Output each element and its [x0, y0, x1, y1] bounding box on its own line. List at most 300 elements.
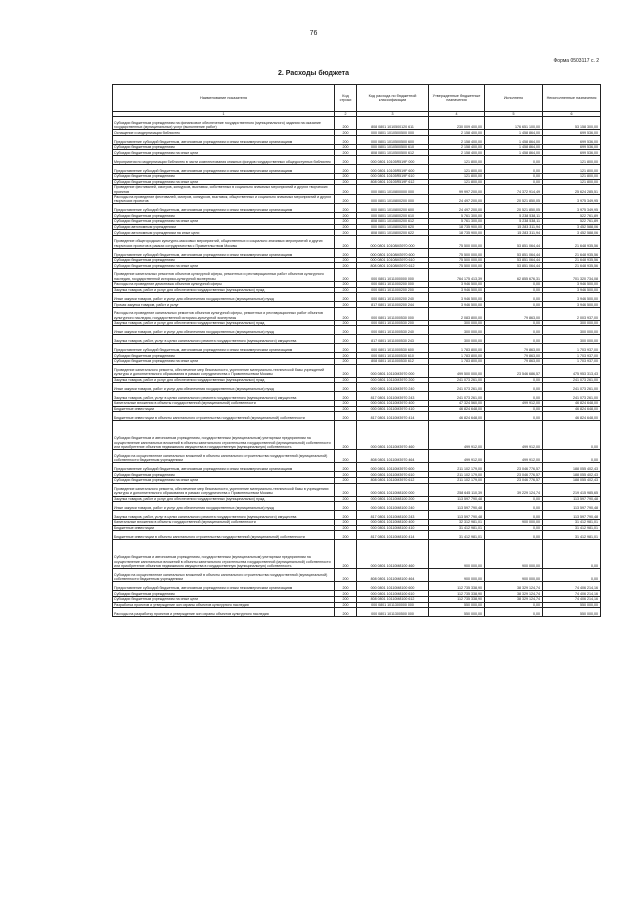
row-executed: 499 912,00	[485, 401, 543, 407]
row-code: 200	[335, 463, 357, 472]
table-row	[113, 582, 601, 591]
row-approved: 46 824 648,00	[429, 412, 485, 421]
row-classification: 000 0801 10110М8100 240	[357, 502, 429, 511]
row-code: 200	[335, 335, 357, 344]
row-approved: 75 500 000,00	[429, 263, 485, 269]
row-approved: 3 946 500,00	[429, 282, 485, 288]
row-executed: 79 863,00	[485, 353, 543, 359]
row-unexecuted: 300 000,00	[543, 326, 601, 335]
row-name: Субсидии бюджетным учреждениям на иные цели	[113, 263, 335, 269]
column-number: 2	[335, 112, 357, 117]
row-executed: 0,00	[485, 302, 543, 308]
row-code: 200	[335, 185, 357, 195]
table-row	[113, 194, 601, 204]
row-executed: 23 046 776,57	[485, 463, 543, 472]
row-unexecuted: 74 406 214,16	[543, 582, 601, 591]
row-executed: 0,00	[485, 608, 543, 617]
row-classification: 808 0801 10108М3970 612	[357, 263, 429, 269]
row-executed: 38 329 124,74	[485, 591, 543, 597]
row-executed: 0,00	[485, 496, 543, 502]
table-row	[113, 364, 601, 377]
table-row	[113, 204, 601, 213]
row-unexecuted: 701 320 734,08	[543, 269, 601, 282]
row-approved: 31 412 981,01	[429, 531, 485, 540]
row-approved: 121 800,00	[429, 165, 485, 174]
row-name: Субсидии бюджетным учреждениям на иные цели	[113, 596, 335, 602]
row-name: Иные закупки товаров, работ и услуг для обеспечения государственных (муниципальных) нужд	[113, 293, 335, 302]
row-unexecuted: 188 055 402,43	[543, 477, 601, 483]
row-classification: 808 0801 1010800200 622	[357, 230, 429, 236]
row-code: 200	[335, 194, 357, 204]
row-approved: 300 000,00	[429, 320, 485, 326]
row-code: 200	[335, 204, 357, 213]
row-name: Капитальные вложения в объекты государственной (муниципальной) собственности	[113, 401, 335, 407]
row-executed: 0,00	[485, 377, 543, 383]
row-classification: 817 0801 10110М8100 243	[357, 511, 429, 520]
row-classification: 000 0801 1011000200 240	[357, 293, 429, 302]
row-name: Закупка товаров, работ, услуг в целях капитального ремонта государственного (муниципального) имущества	[113, 392, 335, 401]
table-row	[113, 269, 601, 282]
row-code: 200	[335, 608, 357, 617]
row-approved: 99 997 200,00	[429, 185, 485, 195]
row-approved: 499 500 000,00	[429, 364, 485, 377]
row-code: 200	[335, 165, 357, 174]
row-unexecuted: 46 824 648,00	[543, 406, 601, 412]
row-code: 200	[335, 450, 357, 463]
row-code: 200	[335, 502, 357, 511]
row-executed: 20 521 850,05	[485, 194, 543, 204]
row-approved: 1 783 800,00	[429, 344, 485, 353]
row-code: 200	[335, 224, 357, 230]
row-name: Закупка товаров, работ, услуг в целях капитального ремонта государственного (муниципального) имущества	[113, 511, 335, 520]
row-approved: 900 000,00	[429, 569, 485, 582]
row-name: Предоставление субсидий бюджетным, автономным учреждениям и иным некоммерческим организациям	[113, 582, 335, 591]
column-number: 5	[485, 112, 543, 117]
row-classification: 000 0801 1011000530 600	[357, 344, 429, 353]
row-approved: 113 597 790,48	[429, 511, 485, 520]
row-executed: 0,00	[485, 293, 543, 302]
row-name: Бюджетные инвестиции	[113, 406, 335, 412]
row-executed: 0,00	[485, 511, 543, 520]
row-code: 200	[335, 230, 357, 236]
row-approved: 900 000,00	[429, 540, 485, 569]
row-classification: 000 0801 10110М3970 400	[357, 401, 429, 407]
row-approved: 241 073 261,00	[429, 383, 485, 392]
row-executed: 15 283 311,94	[485, 224, 543, 230]
row-classification: 000 0801 1011000200 000	[357, 282, 429, 288]
row-classification: 000 0801 10110М8100 460	[357, 540, 429, 569]
row-executed: 15 283 311,94	[485, 230, 543, 236]
row-unexecuted: 300 000,00	[543, 335, 601, 344]
row-approved: 121 800,00	[429, 174, 485, 180]
row-name: Субсидии автономным учреждениям на иные цели	[113, 230, 335, 236]
row-approved: 764 175 413,39	[429, 269, 485, 282]
row-code: 200	[335, 248, 357, 257]
row-classification: 000 0801 1010800000 000	[357, 185, 429, 195]
row-unexecuted: 241 073 261,00	[543, 392, 601, 401]
row-classification: 000 0801 10105R519F 610	[357, 174, 429, 180]
column-number: 3	[357, 112, 429, 117]
row-classification: 000 0801 1010800200 610	[357, 213, 429, 219]
row-executed: 23 046 776,57	[485, 477, 543, 483]
row-code: 200	[335, 326, 357, 335]
row-classification: 000 0801 10110М3970 240	[357, 383, 429, 392]
row-approved: 499 912,00	[429, 421, 485, 450]
row-executed: 0,00	[485, 602, 543, 608]
row-code: 200	[335, 269, 357, 282]
row-approved: 18 735 900,00	[429, 224, 485, 230]
row-executed: 79 863,00	[485, 307, 543, 320]
table-row	[113, 185, 601, 195]
row-code: 200	[335, 392, 357, 401]
row-classification: 000 0801 1010500500 600	[357, 135, 429, 144]
row-name: Субсидии бюджетным учреждениям на иные цели	[113, 179, 335, 185]
row-name: Субсидии бюджетным учреждениям	[113, 591, 335, 597]
table-row	[113, 248, 601, 257]
table-row	[113, 483, 601, 496]
row-unexecuted: 0,00	[543, 540, 601, 569]
row-classification: 817 0801 10110М3970 414	[357, 412, 429, 421]
row-code: 200	[335, 320, 357, 326]
row-approved: 1 783 800,00	[429, 358, 485, 364]
row-approved: 211 102 179,00	[429, 472, 485, 478]
row-name: Бюджетные инвестиции в объекты капитального строительства государственной (муниципальной) собственности	[113, 412, 335, 421]
row-approved: 112 735 338,90	[429, 596, 485, 602]
row-unexecuted: 219 415 985,65	[543, 483, 601, 496]
row-code: 200	[335, 472, 357, 478]
row-name: Бюджетные инвестиции в объекты капитального строительства государственной (муниципальной) собственности	[113, 531, 335, 540]
row-approved: 2 158 400,00	[429, 130, 485, 136]
row-executed: 5 238 538,11	[485, 219, 543, 225]
row-approved: 24 497 200,00	[429, 194, 485, 204]
row-executed: 0,00	[485, 392, 543, 401]
row-code: 200	[335, 511, 357, 520]
row-approved: 2 083 800,00	[429, 307, 485, 320]
row-classification: 000 0801 10110М3970 600	[357, 463, 429, 472]
row-executed: 5 238 538,11	[485, 213, 543, 219]
row-name: Предоставление субсидий бюджетным, автономным учреждениям и иным некоммерческим организациям	[113, 248, 335, 257]
row-code: 200	[335, 117, 357, 130]
row-unexecuted: 699 536,00	[543, 150, 601, 156]
row-executed: 900 000,00	[485, 540, 543, 569]
row-name: Проведение капитального ремонта, обеспечение мер безопасности, укрепление материально-технической базы учреждений культуры и дополнительного образования в рамках сотрудничества с Правительством Москвы	[113, 364, 335, 377]
row-code: 200	[335, 525, 357, 531]
row-classification: 000 0801 1011300500 000	[357, 608, 429, 617]
row-classification: 000 0801 10110М8100 410	[357, 525, 429, 531]
row-classification: 000 0801 1011000200 200	[357, 287, 429, 293]
row-name: Субсидии бюджетным учреждениям на иные цели	[113, 477, 335, 483]
row-name: Расходы на проведение демонтажа объектов культурной сферы	[113, 282, 335, 288]
row-classification: 000 0801 10110М3970 460	[357, 421, 429, 450]
row-classification: 000 0801 1010500500 000	[357, 130, 429, 136]
row-executed: 0,00	[485, 287, 543, 293]
row-executed: 79 863,00	[485, 344, 543, 353]
row-approved: 5 761 300,00	[429, 213, 485, 219]
row-name: Закупка товаров, работ и услуг для обеспечения государственных (муниципальных) нужд	[113, 287, 335, 293]
row-name: Иные закупки товаров, работ и услуг для обеспечения государственных (муниципальных) нужд	[113, 383, 335, 392]
row-name: Бюджетные инвестиции	[113, 525, 335, 531]
row-unexecuted: 699 536,00	[543, 135, 601, 144]
row-approved: 550 000,00	[429, 608, 485, 617]
row-unexecuted: 121 800,00	[543, 179, 601, 185]
row-approved: 24 497 200,00	[429, 204, 485, 213]
row-unexecuted: 2 003 937,00	[543, 307, 601, 320]
table-row	[113, 608, 601, 617]
column-number: 6	[543, 112, 601, 117]
row-classification: 000 0801 10110М8100 400	[357, 520, 429, 526]
row-executed: 0,00	[485, 335, 543, 344]
row-executed: 900 000,00	[485, 569, 543, 582]
row-approved: 2 158 400,00	[429, 135, 485, 144]
row-code: 200	[335, 307, 357, 320]
row-unexecuted: 53 158 300,00	[543, 117, 601, 130]
row-code: 200	[335, 293, 357, 302]
table-row	[113, 463, 601, 472]
row-executed: 499 912,00	[485, 450, 543, 463]
row-approved: 31 412 981,01	[429, 525, 485, 531]
row-unexecuted: 188 055 402,43	[543, 463, 601, 472]
row-code: 200	[335, 257, 357, 263]
form-reference: Форма 0503117 с. 2	[553, 58, 599, 64]
table-row	[113, 392, 601, 401]
row-classification: 000 0801 10110М3970 410	[357, 406, 429, 412]
table-row	[113, 540, 601, 569]
row-unexecuted: 699 536,00	[543, 130, 601, 136]
row-unexecuted: 550 000,00	[543, 602, 601, 608]
row-unexecuted: 121 800,00	[543, 174, 601, 180]
row-classification: 808 0801 1010800200 612	[357, 219, 429, 225]
row-code: 200	[335, 174, 357, 180]
table-row	[113, 156, 601, 165]
row-unexecuted: 3 946 500,00	[543, 282, 601, 288]
row-approved: 499 912,00	[429, 450, 485, 463]
row-executed: 0,00	[485, 174, 543, 180]
row-classification: 000 0801 1010500500 610	[357, 144, 429, 150]
row-unexecuted: 121 800,00	[543, 156, 601, 165]
row-name: Расходы на проведение фестивалей, смотров, конкурсов, выставок, общественных и социально значимых мероприятий и других творческих проектов	[113, 194, 335, 204]
row-name: Субсидии бюджетным учреждениям	[113, 472, 335, 478]
row-unexecuted: 475 953 313,43	[543, 364, 601, 377]
row-classification: 000 0801 10105R519F 000	[357, 156, 429, 165]
row-name: Оснащение и модернизация библиотек	[113, 130, 335, 136]
row-name: Мероприятия по модернизации библиотек в части комплектования книжных фондов государственных общедоступных библиотек	[113, 156, 335, 165]
row-executed: 53 851 064,44	[485, 248, 543, 257]
table-row	[113, 502, 601, 511]
row-executed: 53 851 064,44	[485, 257, 543, 263]
row-unexecuted: 522 761,89	[543, 213, 601, 219]
row-executed: 38 329 124,74	[485, 596, 543, 602]
row-classification: 000 0801 10110М8100 600	[357, 582, 429, 591]
row-name: Закупка товаров, работ и услуг для обеспечения государственных (муниципальных) нужд	[113, 496, 335, 502]
row-unexecuted: 21 648 935,56	[543, 257, 601, 263]
row-approved: 258 645 110,39	[429, 483, 485, 496]
row-code: 200	[335, 496, 357, 502]
row-code: 200	[335, 156, 357, 165]
row-unexecuted: 3 975 349,95	[543, 204, 601, 213]
table-row	[113, 335, 601, 344]
row-unexecuted: 3 946 500,00	[543, 302, 601, 308]
row-code: 200	[335, 540, 357, 569]
row-code: 200	[335, 421, 357, 450]
row-executed: 53 851 064,44	[485, 263, 543, 269]
row-executed: 38 329 124,74	[485, 582, 543, 591]
row-code: 200	[335, 602, 357, 608]
row-name: Предоставление субсидий бюджетным, автономным учреждениям и иным некоммерческим организациям	[113, 135, 335, 144]
row-code: 200	[335, 406, 357, 412]
row-classification: 808 0801 10110М8100 612	[357, 596, 429, 602]
column-number: 4	[429, 112, 485, 117]
row-name: Субсидии бюджетным и автономным учреждениям, государственным (муниципальным) унитарным предприятиям на осуществление капитальных вложений в объекты капитального строительства государственной (муниципальной) собственности или приобретение объектов недвижимого имущества в государственную (муниципальную) собственность	[113, 421, 335, 450]
row-approved: 32 312 981,01	[429, 520, 485, 526]
row-classification: 808 0801 10110М3970 464	[357, 450, 429, 463]
row-approved: 75 500 000,00	[429, 257, 485, 263]
expenses-table	[112, 84, 601, 617]
table-body	[113, 112, 601, 617]
table-row	[113, 383, 601, 392]
row-classification: 000 0801 1011000530 200	[357, 320, 429, 326]
row-name: Субсидии бюджетным учреждениям на иные цели	[113, 358, 335, 364]
row-unexecuted: 113 597 790,48	[543, 496, 601, 502]
row-approved: 230 009 400,00	[429, 117, 485, 130]
row-approved: 211 102 179,00	[429, 477, 485, 483]
row-name: Субсидии бюджетным учреждениям на иные цели	[113, 219, 335, 225]
row-classification: 808 0801 10105R519F 612	[357, 179, 429, 185]
row-unexecuted: 0,00	[543, 421, 601, 450]
table-row	[113, 293, 601, 302]
row-unexecuted: 3 946 500,00	[543, 287, 601, 293]
row-unexecuted: 21 648 935,56	[543, 248, 601, 257]
row-unexecuted: 113 597 790,48	[543, 502, 601, 511]
row-classification: 000 0801 1011000000 000	[357, 269, 429, 282]
row-classification: 808 0801 10110М3970 612	[357, 477, 429, 483]
row-code: 200	[335, 135, 357, 144]
row-executed: 900 000,00	[485, 520, 543, 526]
row-classification: 000 0801 10110М3970 000	[357, 364, 429, 377]
header-name: Наименование показателя	[113, 85, 335, 112]
row-name: Проведение капитальных ремонтов объектов культурной сферы, ремонтных и реставрационных работ объектов культурного наследия, государственной историко-культурной экспертизы	[113, 269, 335, 282]
row-name: Предоставление субсидий бюджетным, автономным учреждениям и иным некоммерческим организациям	[113, 344, 335, 353]
column-number: 1	[113, 112, 335, 117]
table-row	[113, 531, 601, 540]
row-executed: 74 372 914,49	[485, 185, 543, 195]
row-approved: 112 735 338,90	[429, 591, 485, 597]
row-executed: 0,00	[485, 406, 543, 412]
row-approved: 5 761 300,00	[429, 219, 485, 225]
row-unexecuted: 0,00	[543, 450, 601, 463]
row-name: Расходы на разработку проектов и утверждение зон охраны объектов культурного наследия	[113, 608, 335, 617]
row-classification: 000 0801 1011000530 610	[357, 353, 429, 359]
table-row	[113, 344, 601, 353]
row-classification: 817 0801 1011000530 243	[357, 335, 429, 344]
row-code: 200	[335, 477, 357, 483]
table-row	[113, 450, 601, 463]
row-approved: 47 324 560,00	[429, 401, 485, 407]
row-executed: 1 458 864,00	[485, 144, 543, 150]
row-unexecuted: 74 406 214,16	[543, 591, 601, 597]
table-row	[113, 117, 601, 130]
row-executed: 0,00	[485, 525, 543, 531]
row-classification: 000 0801 1010800200 000	[357, 194, 429, 204]
row-approved: 112 735 338,90	[429, 582, 485, 591]
row-approved: 241 073 261,00	[429, 392, 485, 401]
row-classification: 000 0801 10108М3970 600	[357, 248, 429, 257]
row-code: 200	[335, 412, 357, 421]
row-approved: 121 800,00	[429, 179, 485, 185]
row-executed: 176 651 100,00	[485, 117, 543, 130]
row-name: Субсидии бюджетным учреждениям на финансовое обеспечение государственного (муниципального) задания на оказание государственных (муниципальных) услуг (выполнение работ)	[113, 117, 335, 130]
row-name: Прочая закупка товаров, работ и услуг	[113, 302, 335, 308]
section-title: 2. Расходы бюджета	[278, 70, 349, 77]
row-code: 200	[335, 596, 357, 602]
row-executed: 1 458 864,00	[485, 150, 543, 156]
row-approved: 2 158 400,00	[429, 150, 485, 156]
row-approved: 121 800,00	[429, 156, 485, 165]
row-name: Иные закупки товаров, работ и услуг для обеспечения государственных (муниципальных) нужд	[113, 502, 335, 511]
row-executed: 499 912,00	[485, 421, 543, 450]
row-executed: 39 229 124,74	[485, 483, 543, 496]
row-executed: 23 546 686,57	[485, 364, 543, 377]
row-name: Закупка товаров, работ, услуг в целях капитального ремонта государственного (муниципального) имущества	[113, 335, 335, 344]
row-name: Субсидии бюджетным учреждениям	[113, 353, 335, 359]
row-classification: 000 0801 1010800200 600	[357, 204, 429, 213]
row-unexecuted: 46 824 648,00	[543, 412, 601, 421]
row-approved: 113 597 790,48	[429, 502, 485, 511]
row-code: 200	[335, 344, 357, 353]
row-classification: 808 0801 1010500500 612	[357, 150, 429, 156]
page-number: 76	[309, 30, 318, 37]
row-unexecuted: 1 703 937,00	[543, 353, 601, 359]
table-header-row	[113, 85, 601, 112]
row-code: 200	[335, 401, 357, 407]
row-name: Субсидии бюджетным и автономным учреждениям, государственным (муниципальным) унитарным предприятиям на осуществление капитальных вложений в объекты капитального строительства государственной (муниципальной) собственности или приобретение объектов недвижимого имущества в государственную (муниципальную) собственность	[113, 540, 335, 569]
row-unexecuted: 74 406 214,16	[543, 596, 601, 602]
row-unexecuted: 21 648 935,56	[543, 263, 601, 269]
row-name: Проведение капитального ремонта, обеспечение мер безопасности, укрепление материально-технической базы в учреждениях культуры и дополнительного образования в рамках сотрудничества с Правительством Москвы	[113, 483, 335, 496]
table-row	[113, 412, 601, 421]
row-code: 200	[335, 179, 357, 185]
row-code: 200	[335, 144, 357, 150]
row-unexecuted: 1 703 937,00	[543, 358, 601, 364]
row-classification: 000 0801 10108М3970 000	[357, 235, 429, 248]
table-row	[113, 307, 601, 320]
row-unexecuted: 113 597 790,48	[543, 511, 601, 520]
row-name: Проведение общегородских культурно-массовых мероприятий, общественных и социально значимых мероприятий и других творческих проектов в рамках сотрудничества с Правительством Москвы	[113, 235, 335, 248]
row-executed: 1 458 864,00	[485, 135, 543, 144]
row-executed: 0,00	[485, 179, 543, 185]
table-row	[113, 165, 601, 174]
row-executed: 62 855 676,31	[485, 269, 543, 282]
row-unexecuted: 3 975 349,95	[543, 194, 601, 204]
row-name: Разработка проектов и утверждение зон охраны объектов культурного наследия	[113, 602, 335, 608]
row-code: 200	[335, 235, 357, 248]
row-code: 200	[335, 287, 357, 293]
row-code: 200	[335, 582, 357, 591]
row-classification: 808 0801 10110М8100 464	[357, 569, 429, 582]
row-code: 200	[335, 282, 357, 288]
row-name: Предоставление субсидий бюджетным, автономным учреждениям и иным некоммерческим организациям	[113, 165, 335, 174]
row-approved: 3 946 500,00	[429, 293, 485, 302]
row-unexecuted: 550 000,00	[543, 608, 601, 617]
row-unexecuted: 3 946 500,00	[543, 293, 601, 302]
row-approved: 3 946 500,00	[429, 287, 485, 293]
row-code: 200	[335, 569, 357, 582]
row-approved: 300 000,00	[429, 326, 485, 335]
row-unexecuted: 31 412 981,01	[543, 520, 601, 526]
row-classification: 808 0801 1010500120 611	[357, 117, 429, 130]
row-executed: 0,00	[485, 320, 543, 326]
row-classification: 000 0801 10110М8100 610	[357, 591, 429, 597]
row-approved: 75 500 000,00	[429, 235, 485, 248]
